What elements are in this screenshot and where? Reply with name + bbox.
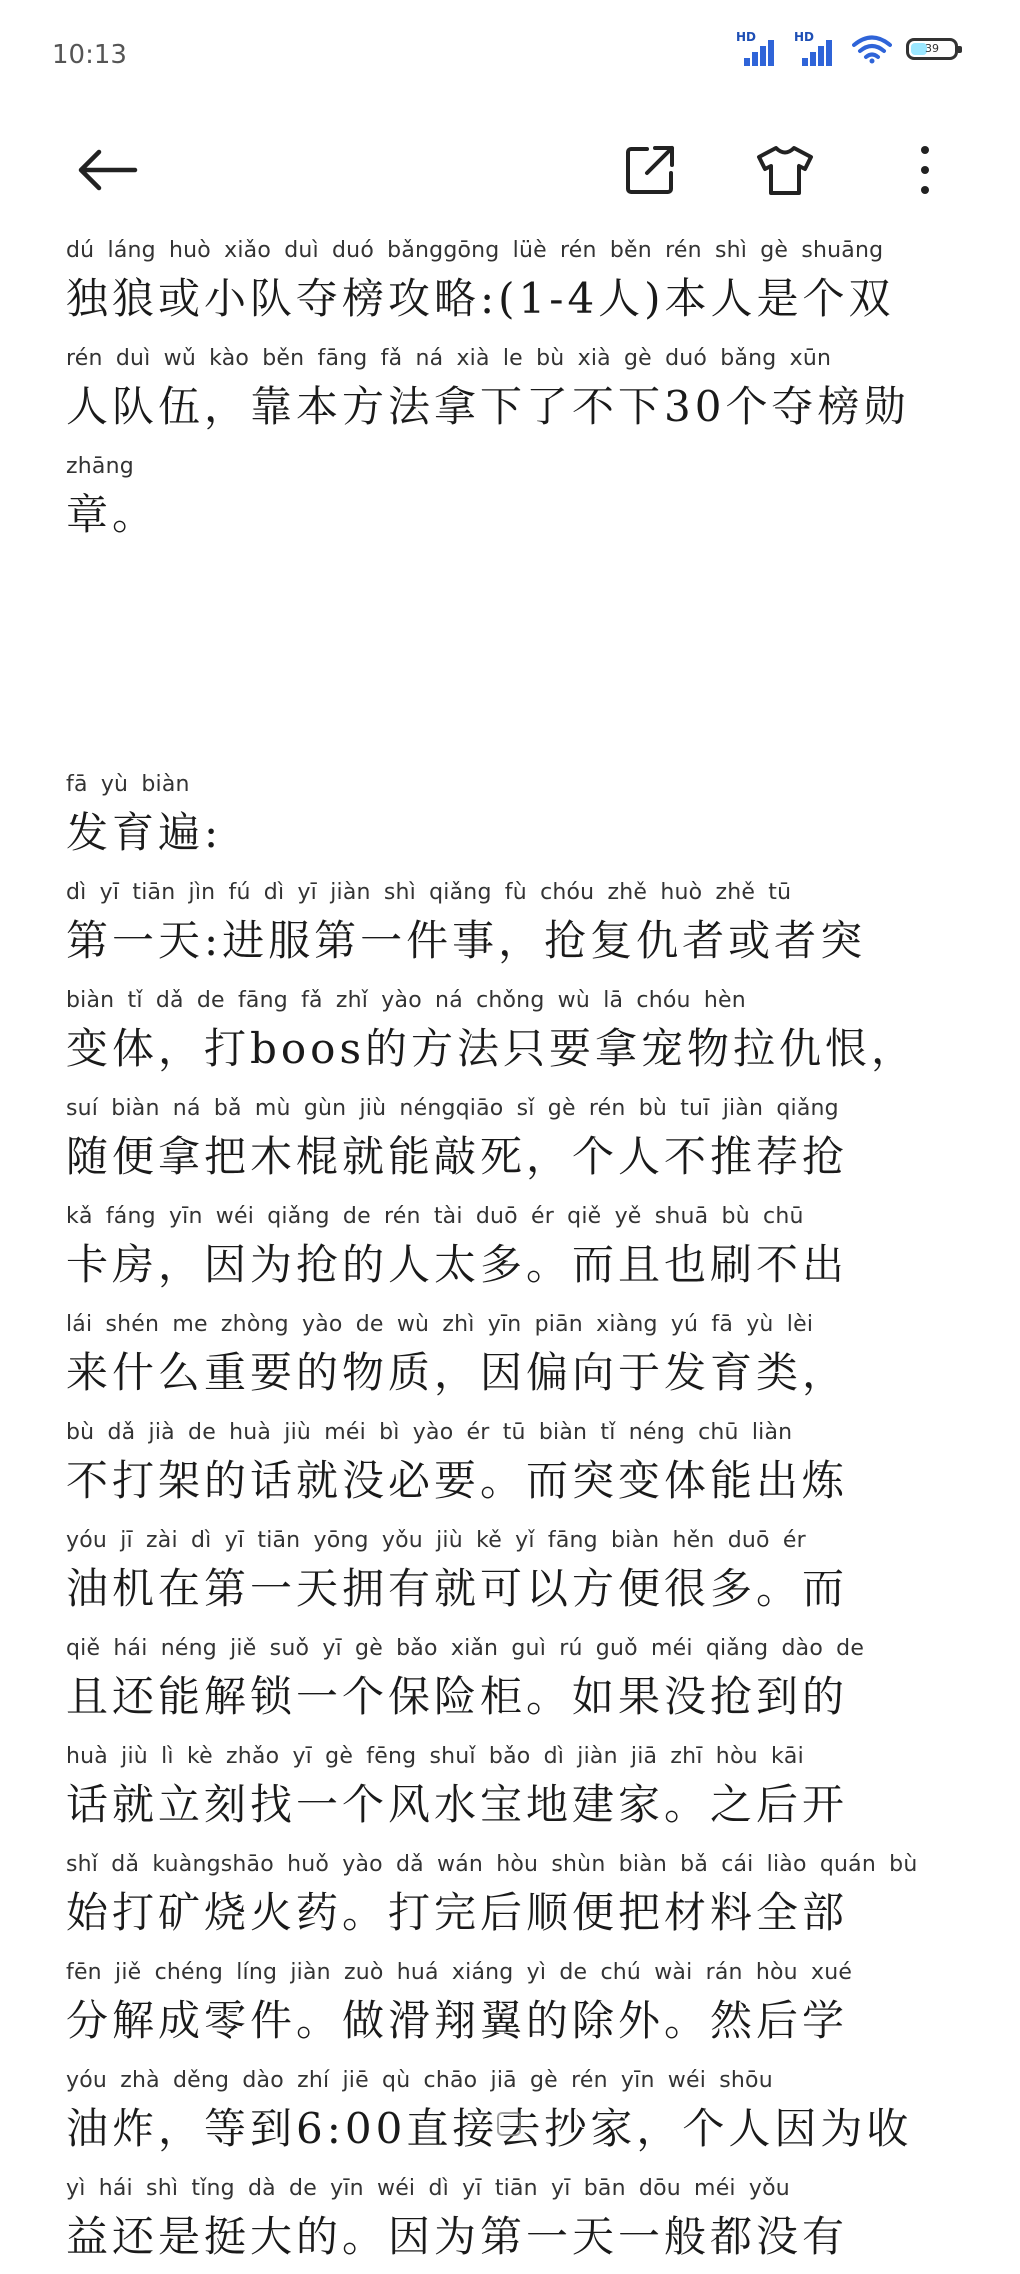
hanzi-line: 人队伍，靠本方法拿下了不下30个夺榜勋: [66, 382, 910, 431]
text-line: [66, 1734, 966, 1842]
pinyin-line: kǎ fáng yīn wéi qiǎng de rén tài duō ér qiě yě shuā bù chū: [66, 1204, 804, 1229]
text-line: [66, 1518, 966, 1626]
text-line: [66, 1086, 966, 1194]
pinyin-line: yóu jī zài dì yī tiān yōng yǒu jiù kě yǐ fāng biàn hěn duō ér: [66, 1528, 806, 1553]
signal-2-label: HD: [794, 30, 815, 44]
pinyin-line: lái shén me zhòng yào de wù zhì yīn piān xiàng yú fā yù lèi: [66, 1312, 814, 1337]
hanzi-line: 不打架的话就没必要。而突变体能出炼: [66, 1456, 849, 1505]
text-line: [66, 1410, 966, 1518]
pinyin-line: huà jiù lì kè zhǎo yī gè fēng shuǐ bǎo dì jiàn jiā zhī hòu kāi: [66, 1744, 804, 1769]
floating-square-icon[interactable]: [497, 2112, 521, 2136]
share-button[interactable]: [605, 110, 695, 230]
battery-icon: [906, 38, 958, 60]
text-line: [66, 1950, 966, 2058]
hanzi-line: 随便拿把木棍就能敲死，个人不推荐抢: [66, 1132, 849, 1181]
pinyin-line: suí biàn ná bǎ mù gùn jiù néngqiāo sǐ gè rén bù tuī jiàn qiǎng: [66, 1096, 839, 1121]
text-line: [66, 228, 966, 336]
pinyin-line: dú láng huò xiǎo duì duó bǎnggōng lüè rén běn rén shì gè shuāng: [66, 238, 884, 263]
hanzi-line: 第一天:进服第一件事，抢复仇者或者突: [66, 916, 867, 965]
hanzi-line: 分解成零件。做滑翔翼的除外。然后学: [66, 1996, 849, 2045]
text-line: [66, 336, 966, 444]
hanzi-line: 独狼或小队夺榜攻略:(1-4人)本人是个双: [66, 274, 895, 323]
hanzi-line: 油机在第一天拥有就可以方便很多。而: [66, 1564, 849, 1613]
text-line: [66, 978, 966, 1086]
more-button[interactable]: [880, 110, 970, 230]
hanzi-line: 章。: [66, 490, 159, 539]
status-bar: [0, 0, 1020, 110]
hanzi-line: 话就立刻找一个风水宝地建家。之后开: [66, 1780, 849, 1829]
arrow-left-icon: [75, 146, 139, 194]
signal-hd-2-icon: [794, 32, 838, 66]
pinyin-line: zhāng: [66, 454, 134, 479]
hanzi-line: 油炸，等到6:00直接去抄家，个人因为收: [66, 2104, 913, 2153]
text-line: [66, 1842, 966, 1950]
toolbar: [0, 110, 1020, 230]
pinyin-line: dì yī tiān jìn fú dì yī jiàn shì qiǎng fù chóu zhě huò zhě tū: [66, 880, 792, 905]
more-vertical-icon: [915, 143, 935, 197]
article-content: [66, 228, 966, 2274]
pinyin-line: fēn jiě chéng líng jiàn zuò huá xiáng yì de chú wài rán hòu xué: [66, 1960, 853, 1985]
hanzi-line: 变体，打boos的方法只要拿宠物拉仇恨，: [66, 1024, 918, 1073]
pinyin-line: shǐ dǎ kuàngshāo huǒ yào dǎ wán hòu shùn biàn bǎ cái liào quán bù: [66, 1852, 918, 1877]
text-line: [66, 1302, 966, 1410]
text-line: [66, 870, 966, 978]
pinyin-line: fā yù biàn: [66, 772, 190, 797]
theme-button[interactable]: [740, 110, 830, 230]
status-icons: [736, 32, 958, 66]
hanzi-line: 卡房，因为抢的人太多。而且也刷不出: [66, 1240, 849, 1289]
hanzi-line: 益还是挺大的。因为第一天一般都没有: [66, 2212, 849, 2261]
battery-percent: 39: [925, 42, 939, 55]
pinyin-line: bù dǎ jià de huà jiù méi bì yào ér tū biàn tǐ néng chū liàn: [66, 1420, 793, 1445]
share-external-icon: [623, 143, 677, 197]
section-heading: [66, 762, 966, 870]
pinyin-line: biàn tǐ dǎ de fāng fǎ zhǐ yào ná chǒng wù lā chóu hèn: [66, 988, 746, 1013]
hanzi-line: 且还能解锁一个保险柜。如果没抢到的: [66, 1672, 849, 1721]
text-line: [66, 1626, 966, 1734]
text-line: [66, 1194, 966, 1302]
pinyin-line: qiě hái néng jiě suǒ yī gè bǎo xiǎn guì rú guǒ méi qiǎng dào de: [66, 1636, 865, 1661]
text-line: [66, 444, 966, 552]
tshirt-icon: [755, 143, 815, 197]
back-button[interactable]: [62, 110, 152, 230]
hanzi-line: 发育遍:: [66, 808, 223, 857]
signal-hd-1-icon: [736, 32, 780, 66]
hanzi-line: 来什么重要的物质，因偏向于发育类，: [66, 1348, 849, 1397]
status-time: 10:13: [52, 40, 127, 70]
hanzi-line: 始打矿烧火药。打完后顺便把材料全部: [66, 1888, 849, 1937]
wifi-icon: [852, 34, 892, 64]
pinyin-line: yóu zhà děng dào zhí jiē qù chāo jiā gè rén yīn wéi shōu: [66, 2068, 773, 2093]
pinyin-line: rén duì wǔ kào běn fāng fǎ ná xià le bù xià gè duó bǎng xūn: [66, 346, 832, 371]
paragraph-gap: [66, 552, 966, 762]
pinyin-line: yì hái shì tǐng dà de yīn wéi dì yī tiān yī bān dōu méi yǒu: [66, 2176, 790, 2201]
text-line: [66, 2166, 966, 2274]
signal-1-label: HD: [736, 30, 757, 44]
